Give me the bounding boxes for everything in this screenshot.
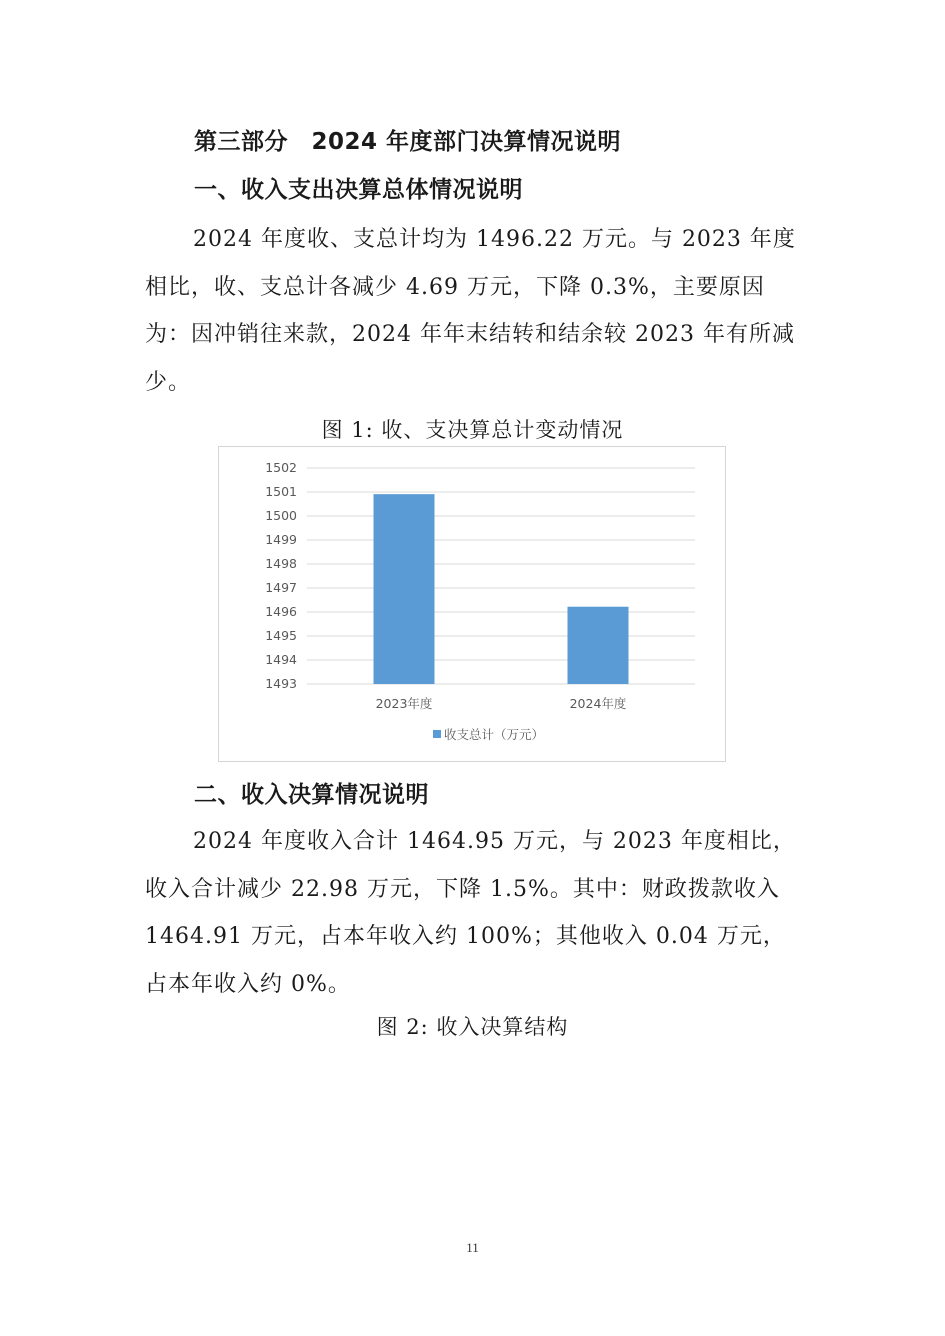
part2-paragraph: 2024 年度收入合计 1464.95 万元，与 2023 年度相比，收入合计减少 22.98 万元，下降 1.5%。其中：财政拨款收入 1464.91 万元，占本年收入约 100%；其他收入 0.04 万元，占本年收入约 0%。 <box>145 829 796 997</box>
x-category-label: 2023年度 <box>375 696 433 711</box>
legend-label: 收支总计（万元） <box>444 727 545 742</box>
part1-heading: 一、收入支出决算总体情况说明 <box>194 177 523 203</box>
figure2-caption: 图 2: 收入决算结构 <box>376 1015 569 1039</box>
chart-gridlines <box>307 468 695 684</box>
chart-legend <box>433 727 544 742</box>
y-tick-label: 1494 <box>265 652 297 667</box>
y-tick-label: 1502 <box>265 460 297 475</box>
section-title: 第三部分 2024 年度部门决算情况说明 <box>194 129 622 155</box>
part2-heading: 二、收入决算情况说明 <box>194 782 429 808</box>
y-tick-label: 1497 <box>265 580 297 595</box>
figure1-caption: 图 1: 收、支决算总计变动情况 <box>321 418 624 442</box>
y-tick-label: 1496 <box>265 604 297 619</box>
x-axis-categories <box>376 696 627 711</box>
y-tick-label: 1493 <box>265 676 297 691</box>
y-tick-label: 1498 <box>265 556 297 571</box>
bar-2 <box>568 607 629 684</box>
page-number: 11 <box>466 1240 479 1255</box>
x-category-label: 2024年度 <box>569 696 627 711</box>
y-tick-label: 1501 <box>265 484 297 499</box>
part1-paragraph: 2024 年度收、支总计均为 1496.22 万元。与 2023 年度相比，收、支总计各减少 4.69 万元，下降 0.3%，主要原因为：因冲销往来款，2024 年年末结转和结余较 2023 年有所减少。 <box>145 227 796 395</box>
y-tick-label: 1500 <box>265 508 297 523</box>
legend-swatch <box>433 730 441 738</box>
y-tick-label: 1495 <box>265 628 297 643</box>
bar-chart-svg <box>219 447 725 761</box>
figure1-chart <box>218 446 726 762</box>
bar-1 <box>374 494 435 684</box>
y-axis-ticks <box>265 460 297 691</box>
chart-bars <box>374 494 629 684</box>
y-tick-label: 1499 <box>265 532 297 547</box>
